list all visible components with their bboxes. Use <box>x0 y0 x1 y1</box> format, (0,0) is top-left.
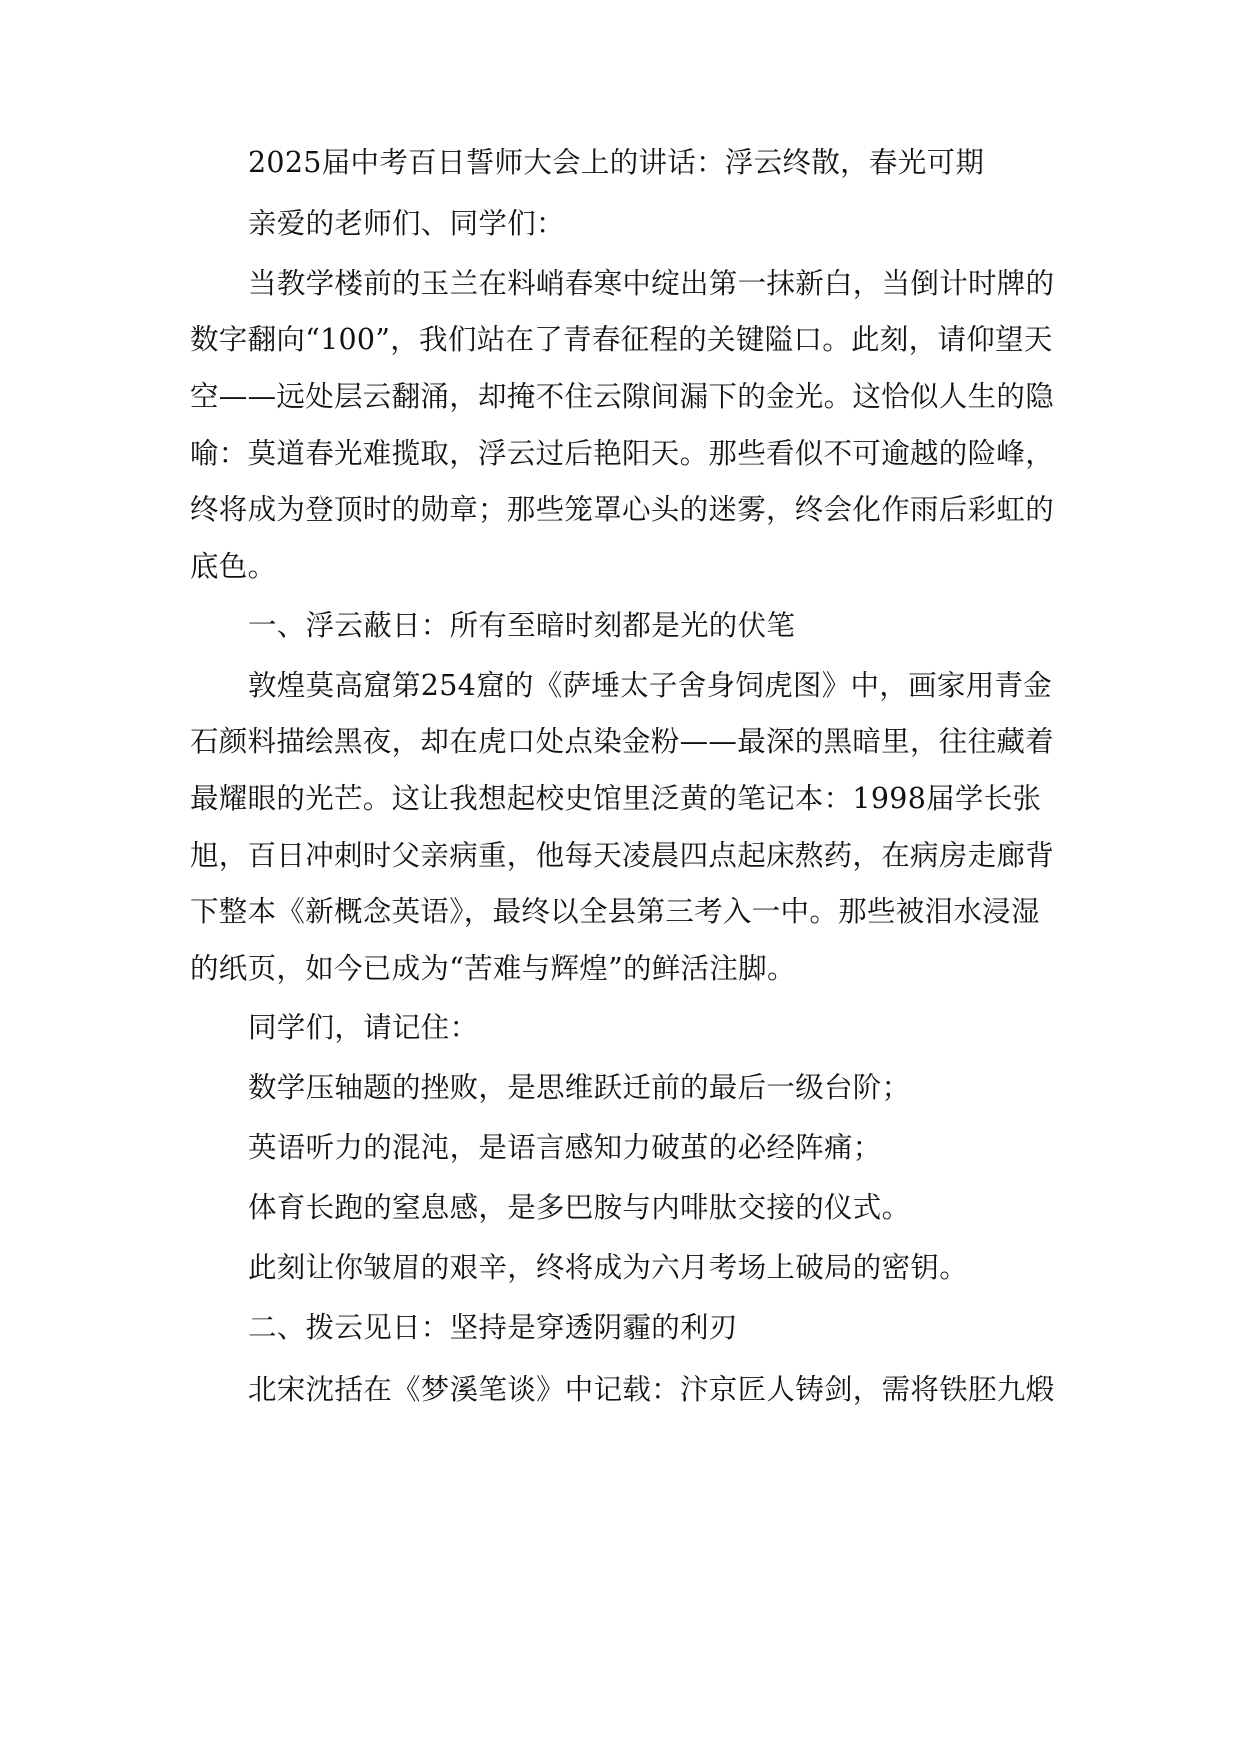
paragraph-line: 数字翻向“100”，我们站在了青春征程的关键隘口。此刻，请仰望天 <box>190 323 1053 356</box>
list-item: 数学压轴题的挫败，是思维跃迁前的最后一级台阶； <box>248 1071 911 1104</box>
paragraph-line: 下整本《新概念英语》，最终以全县第三考入一中。那些被泪水浸湿 <box>190 895 1040 928</box>
paragraph-line: 底色。 <box>190 550 277 583</box>
paragraph-line: 敦煌莫高窟第254窟的《萨埵太子舍身饲虎图》中，画家用青金 <box>248 669 1053 702</box>
section-heading: 一、浮云蔽日：所有至暗时刻都是光的伏笔 <box>248 609 796 642</box>
list-item: 英语听力的混沌，是语言感知力破茧的必经阵痛； <box>248 1131 882 1164</box>
paragraph-line: 的纸页，如今已成为“苦难与辉煌”的鲜活注脚。 <box>190 952 796 985</box>
conclusion-line: 此刻让你皱眉的艰辛，终将成为六月考场上破局的密钥。 <box>248 1251 969 1284</box>
paragraph-line: 北宋沈括在《梦溪笔谈》中记载：汴京匠人铸剑，需将铁胚九煅 <box>248 1373 1055 1406</box>
paragraph-line: 空——远处层云翻涌，却掩不住云隙间漏下的金光。这恰似人生的隐 <box>190 380 1055 413</box>
paragraph-line: 旭，百日冲刺时父亲病重，他每天凌晨四点起床熬药，在病房走廊背 <box>190 839 1055 872</box>
salutation: 亲爱的老师们、同学们： <box>248 207 565 240</box>
paragraph-line: 喻：莫道春光难揽取，浮云过后艳阳天。那些看似不可逾越的险峰， <box>190 437 1055 470</box>
paragraph-line: 终将成为登顶时的勋章；那些笼罩心头的迷雾，终会化作雨后彩虹的 <box>190 493 1055 526</box>
section-heading: 二、拨云见日：坚持是穿透阴霾的利刃 <box>248 1311 738 1344</box>
remember-line: 同学们，请记住： <box>248 1011 479 1044</box>
list-item: 体育长跑的窒息感，是多巴胺与内啡肽交接的仪式。 <box>248 1191 911 1224</box>
paragraph-line: 最耀眼的光芒。这让我想起校史馆里泛黄的笔记本：1998届学长张 <box>190 782 1042 815</box>
paragraph-line: 石颜料描绘黑夜，却在虎口处点染金粉——最深的黑暗里，往往藏着 <box>190 725 1055 758</box>
document-title: 2025届中考百日誓师大会上的讲话：浮云终散，春光可期 <box>248 146 985 179</box>
paragraph-line: 当教学楼前的玉兰在料峭春寒中绽出第一抹新白，当倒计时牌的 <box>248 267 1055 300</box>
